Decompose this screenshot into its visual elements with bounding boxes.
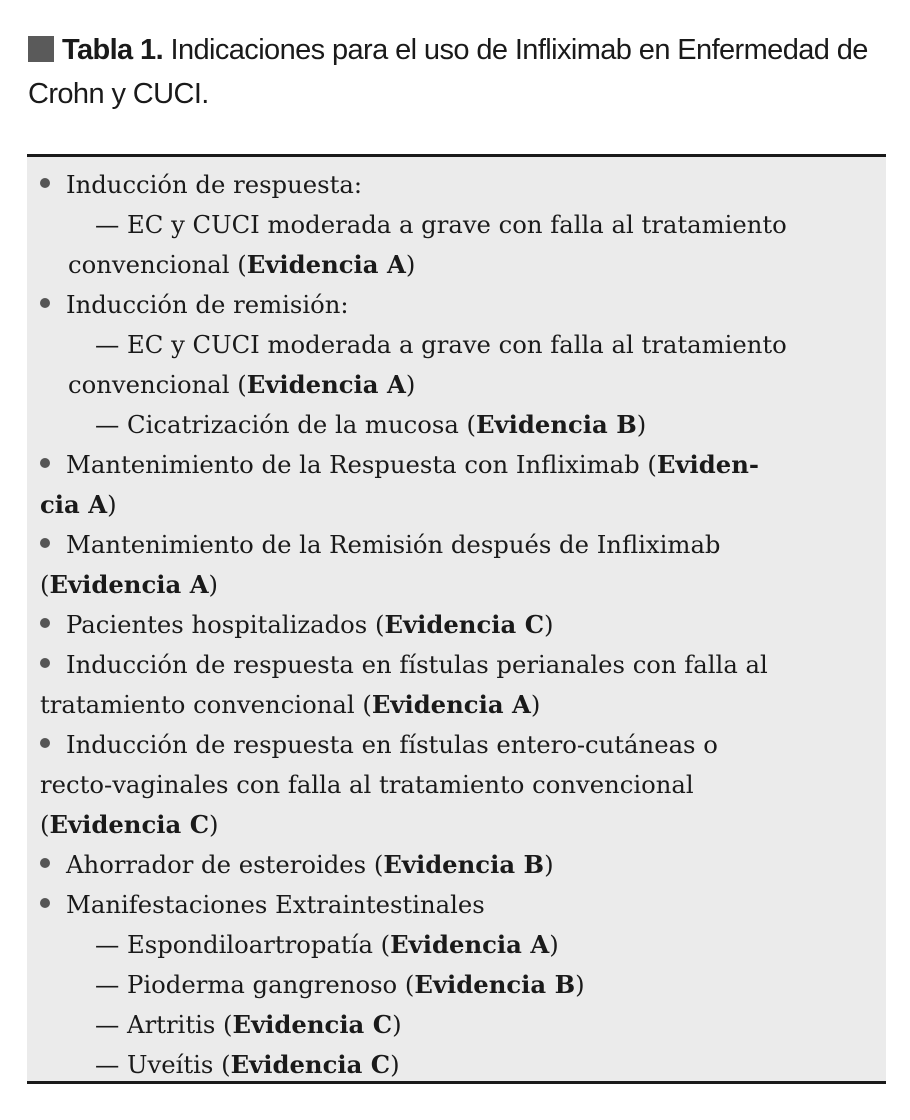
table-caption <box>28 28 878 116</box>
bullet-icon <box>40 858 50 868</box>
list-item: Inducción de respuesta: <box>40 165 880 205</box>
list-item-continuation: (Evidencia C) <box>40 810 219 839</box>
list-item-continuation: (Evidencia A) <box>40 570 219 599</box>
caption-label: Tabla 1. <box>62 34 164 66</box>
sub-item: — Cicatrización de la mucosa (Evidencia B) <box>95 410 647 439</box>
sub-item: — Pioderma gangrenoso (Evidencia B) <box>95 970 585 999</box>
list-item: Pacientes hospitalizados (Evidencia C) <box>40 605 880 645</box>
sub-item: — Espondiloartropatía (Evidencia A) <box>95 930 559 959</box>
list-item: Ahorrador de esteroides (Evidencia B) <box>40 845 880 885</box>
list-item: Inducción de respuesta en fístulas entero-cutáneas o <box>40 725 880 765</box>
sub-item-continuation: convencional (Evidencia A) <box>68 250 416 279</box>
list-item-continuation: cia A) <box>40 490 117 519</box>
list-item: Mantenimiento de la Respuesta con Infliximab (Eviden- <box>40 445 880 485</box>
bullet-icon <box>40 898 50 908</box>
caption-text: Indicaciones para el uso de Infliximab en Enfermedad de Crohn y CUCI. <box>28 34 868 110</box>
square-bullet-icon <box>28 36 54 62</box>
sub-item: — Uveítis (Evidencia C) <box>95 1050 400 1079</box>
bullet-icon <box>40 178 50 188</box>
list-item: Inducción de remisión: <box>40 285 880 325</box>
list-item-continuation: recto-vaginales con falla al tratamiento convencional <box>40 770 694 799</box>
sub-item: — EC y CUCI moderada a grave con falla al tratamiento <box>95 210 787 239</box>
bullet-icon <box>40 538 50 548</box>
list-item: Mantenimiento de la Remisión después de Infliximab <box>40 525 880 565</box>
sub-item: — EC y CUCI moderada a grave con falla al tratamiento <box>95 330 787 359</box>
bullet-icon <box>40 738 50 748</box>
bullet-icon <box>40 658 50 668</box>
indications-table <box>27 154 886 1084</box>
indications-list <box>40 165 880 1085</box>
list-item-continuation: tratamiento convencional (Evidencia A) <box>40 690 541 719</box>
bullet-icon <box>40 618 50 628</box>
sub-item-continuation: convencional (Evidencia A) <box>68 370 416 399</box>
bullet-icon <box>40 458 50 468</box>
list-item: Inducción de respuesta en fístulas perianales con falla al <box>40 645 880 685</box>
list-item: Manifestaciones Extraintestinales <box>40 885 880 925</box>
bullet-icon <box>40 298 50 308</box>
sub-item: — Artritis (Evidencia C) <box>95 1010 402 1039</box>
